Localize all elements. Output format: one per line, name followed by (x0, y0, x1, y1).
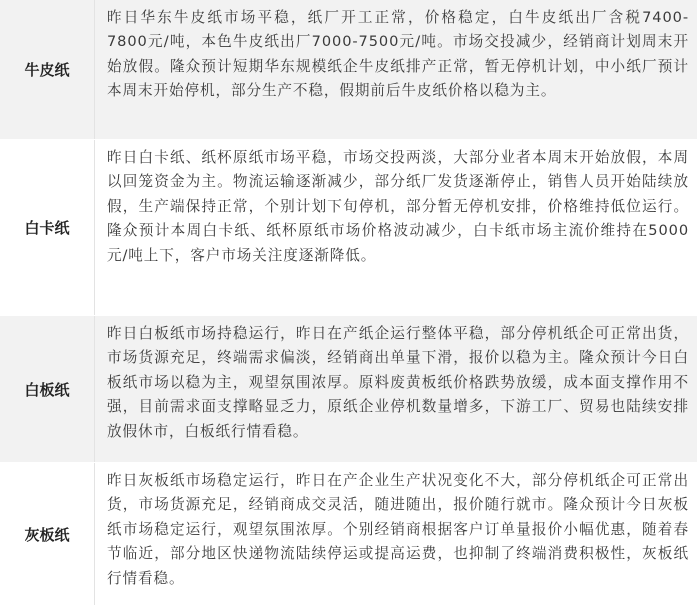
category-description: 昨日白板纸市场持稳运行，昨日在产纸企运行整体平稳，部分停机纸企可正常出货，市场货源充足，终端需求偏淡，经销商出单量下滑，报价以稳为主。隆众预计今日白板纸市场以稳为主，观望氛围浓厚。原料废黄板纸价格跌势放缓，成本面支撑作用不强，目前需求面支撑略显乏力，原纸企业停机数量增多，下游工厂、贸易也陆续安排放假休市，白板纸行情看稳。 (107, 325, 689, 440)
category-description: 昨日华东牛皮纸市场平稳，纸厂开工正常，价格稳定，白牛皮纸出厂含税7400-7800元/吨，本色牛皮纸出厂7000-7500元/吨。市场交投减少，经销商计划周末开始放假。隆众预计短期华东规模纸企牛皮纸排产正常，暂无停机计划，中小纸厂预计本周末开始停机，部分生产不稳，假期前后牛皮纸价格以稳为主。 (107, 9, 689, 100)
category-description: 昨日白卡纸、纸杯原纸市场平稳，市场交投两淡，大部分业者本周末开始放假，本周以回笼资金为主。物流运输逐渐减少，部分纸厂发货逐渐停止，销售人员开始陆续放假，生产端保持正常，个别计划下旬停机，部分暂无停机安排，价格维持低位运行。隆众预计本周白卡纸、纸杯原纸市场价格波动减少，白卡纸市场主流价维持在5000元/吨上下，客户市场关注度逐渐降低。 (107, 149, 689, 264)
table-row-white-board (0, 316, 697, 463)
table-row-white-card (0, 140, 697, 316)
category-description: 昨日灰板纸市场稳定运行，昨日在产企业生产状况变化不大，部分停机纸企可正常出货，市场货源充足，经销商成交灵活，随进随出，报价随行就市。隆众预计今日灰板纸市场稳定运行，观望氛围浓厚。个别经销商根据客户订单量报价小幅优惠，随着春节临近，部分地区快递物流陆续停运或提高运费，也抑制了终端消费积极性，灰板纸行情看稳。 (107, 472, 689, 587)
category-label: 白板纸 (0, 316, 95, 462)
category-label: 灰板纸 (0, 463, 95, 605)
table-row-grey-board (0, 463, 697, 606)
table-row-kraft (0, 0, 697, 140)
category-label: 白卡纸 (0, 140, 95, 315)
category-label: 牛皮纸 (0, 0, 95, 139)
